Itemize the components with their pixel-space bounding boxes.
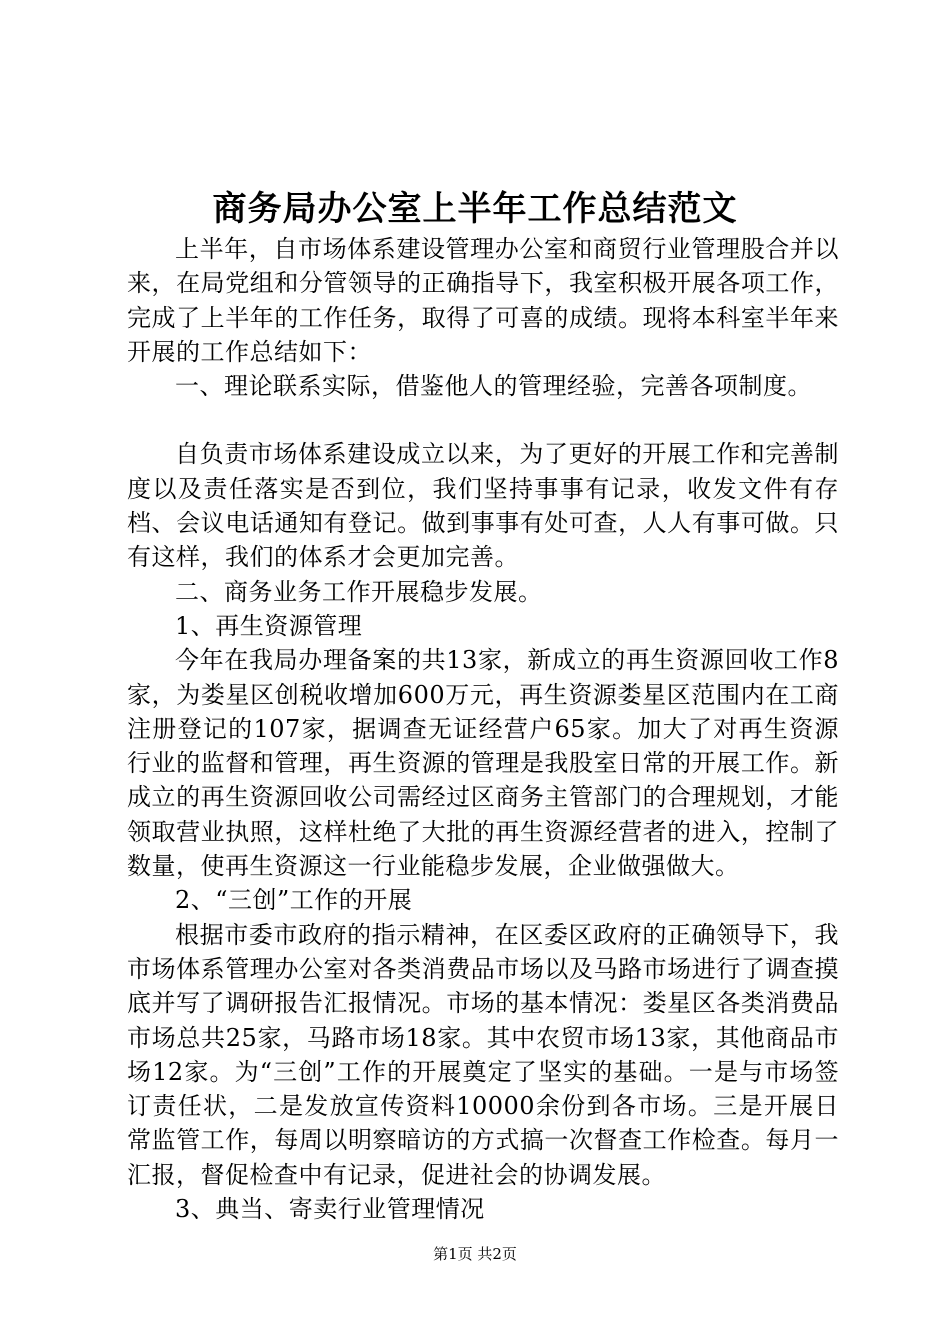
section-heading-1: 一、理论联系实际，借鉴他人的管理经验，完善各项制度。 <box>175 372 812 401</box>
paragraph-recycling: 今年在我局办理备案的共13家，新成立的再生资源回收工作8家，为娄星区创税收增加600万元，再生资源娄星区范围内在工商注册登记的107家，据调查无证经营户65家。加大了对再生资源行业的监督和管理，再生资源的管理是我股室日常的开展工作。新成立的再生资源回收公司需经过区商务主管部门的合理规划，才能领取营业执照，这样杜绝了大批的再生资源经营者的进入，控制了数量，使再生资源这一行业能稳步发展，企业做强做大。 <box>127 646 839 881</box>
paragraph-system-building: 自负责市场体系建设成立以来，为了更好的开展工作和完善制度以及责任落实是否到位，我们坚持事事有记录，收发文件有存档、会议电话通知有登记。做到事事有处可查，人人有事可做。只有这样，我们的体系才会更加完善。 <box>127 440 839 572</box>
page-number: 第1页 共2页 <box>433 1245 517 1263</box>
document-body <box>127 232 839 1226</box>
subheading-recycling: 1、再生资源管理 <box>175 611 363 640</box>
document-title: 商务局办公室上半年工作总结范文 <box>212 189 738 229</box>
section-heading-2: 二、商务业务工作开展稳步发展。 <box>175 577 543 606</box>
paragraph-sanchuang: 根据市委市政府的指示精神，在区委区政府的正确领导下，我市场体系管理办公室对各类消费品市场以及马路市场进行了调查摸底并写了调研报告汇报情况。市场的基本情况：娄星区各类消费品市场总共25家，马路市场18家。其中农贸市场13家，其他商品市场12家。为“三创”工作的开展奠定了坚实的基础。一是与市场签订责任状，二是发放宣传资料10000余份到各市场。三是开展日常监管工作，每周以明察暗访的方式搞一次督查工作检查。每月一汇报，督促检查中有记录，促进社会的协调发展。 <box>127 920 839 1189</box>
subheading-pawn: 3、典当、寄卖行业管理情况 <box>175 1195 485 1224</box>
paragraph-intro: 上半年，自市场体系建设管理办公室和商贸行业管理股合并以来，在局党组和分管领导的正确指导下，我室积极开展各项工作，完成了上半年的工作任务，取得了可喜的成绩。现将本科室半年来开展的工作总结如下： <box>127 235 839 366</box>
subheading-sanchuang: 2、“三创”工作的开展 <box>175 886 413 915</box>
